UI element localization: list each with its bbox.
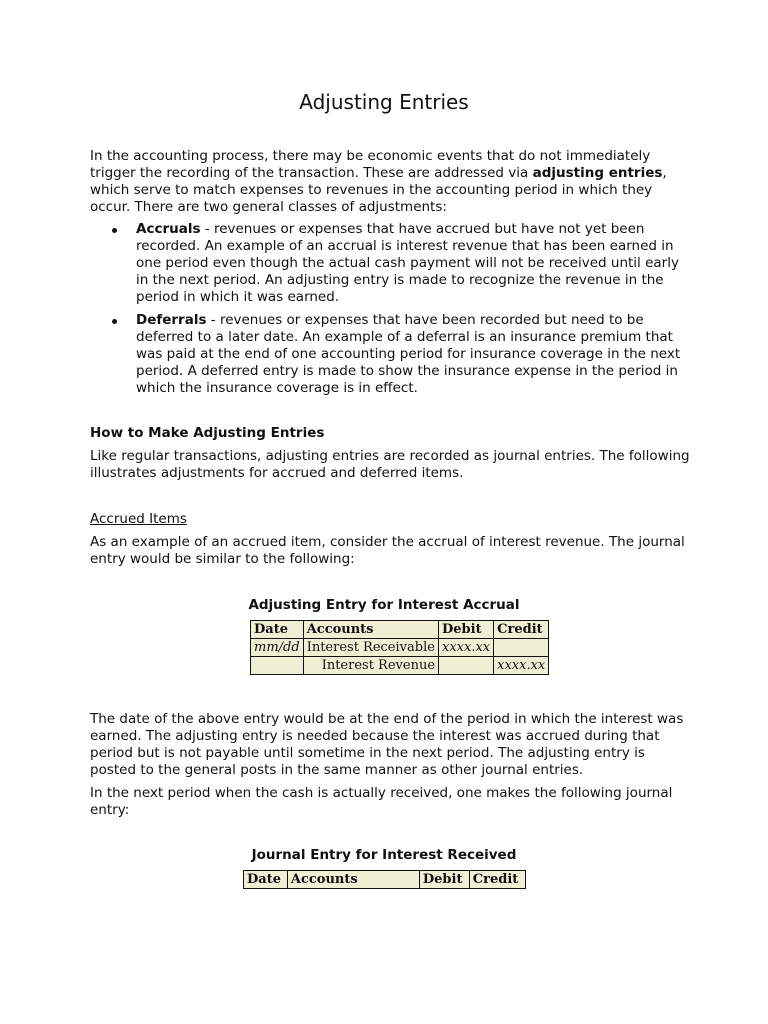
table-cell: Interest Revenue [303, 657, 438, 675]
intro-text-start: In the accounting process, there may be economic events that do not immediately trigger the recording of the transaction. These are addressed via [90, 148, 651, 181]
table-cell [251, 657, 304, 675]
bullet-icon [112, 228, 117, 233]
list-item [90, 312, 690, 397]
table-cell [439, 657, 494, 675]
section-heading-how: How to Make Adjusting Entries [90, 425, 325, 441]
table-caption: Journal Entry for Interest Received [251, 847, 517, 863]
table-cell: mm/dd [251, 639, 304, 657]
intro-paragraph [90, 148, 690, 216]
column-header: Credit [469, 871, 525, 889]
table-cell: xxxx.xx [494, 657, 549, 675]
table-cell [494, 639, 549, 657]
table-caption: Adjusting Entry for Interest Accrual [248, 597, 520, 613]
column-header: Accounts [303, 621, 438, 639]
intro-bold-term: adjusting entries [532, 165, 663, 181]
column-header: Debit [419, 871, 469, 889]
accrued-paragraph: As an example of an accrued item, consider the accrual of interest revenue. The journal entry would be similar to the following: [90, 534, 685, 567]
bullet-term: Deferrals [136, 312, 207, 328]
bullet-term: Accruals [136, 221, 201, 237]
bullet-text: - revenues or expenses that have accrued but have not yet been recorded. An example of an accrual is interest revenue that has been earned in one period even though the actual cash payment will not be received until early in the next period. An adjusting entry is made to recognize the revenue in the period in which it was earned. [136, 221, 679, 305]
received-journal-table [243, 870, 526, 889]
how-paragraph: Like regular transactions, adjusting entries are recorded as journal entries. The following illustrates adjustments for accrued and deferred items. [90, 448, 690, 481]
intro-text-end: , which serve to match expenses to revenues in the accounting period in which they occur. There are two general classes of adjustments: [90, 165, 667, 215]
bullet-text: - revenues or expenses that have been recorded but need to be deferred to a later date. An example of a deferral is an insurance premium that was paid at the end of one accounting period for insurance coverage in the next period. A deferred entry is made to show the insurance expense in the period in which the insurance coverage is in effect. [136, 312, 681, 396]
table-row [251, 639, 549, 657]
bullet-icon [112, 319, 117, 324]
list-item [90, 221, 690, 306]
column-header: Accounts [287, 871, 419, 889]
column-header: Credit [494, 621, 549, 639]
accrual-journal-table [250, 620, 549, 675]
column-header: Debit [439, 621, 494, 639]
adjustment-class-list [90, 221, 690, 403]
table-row [251, 657, 549, 675]
table-cell: xxxx.xx [439, 639, 494, 657]
subsection-heading-accrued: Accrued Items [90, 511, 187, 527]
page-title: Adjusting Entries [299, 90, 469, 114]
column-header: Date [251, 621, 304, 639]
table-header-row [244, 871, 526, 889]
table-cell: Interest Receivable [303, 639, 438, 657]
table-header-row [251, 621, 549, 639]
entry-date-paragraph: The date of the above entry would be at the end of the period in which the interest was earned. The adjusting entry is needed because the interest was accrued during that period but is not payable until sometime in the next period. The adjusting entry is posted to the general posts in the same manner as other journal entries. [90, 711, 684, 778]
next-period-paragraph: In the next period when the cash is actually received, one makes the following journal entry: [90, 785, 673, 818]
column-header: Date [244, 871, 288, 889]
